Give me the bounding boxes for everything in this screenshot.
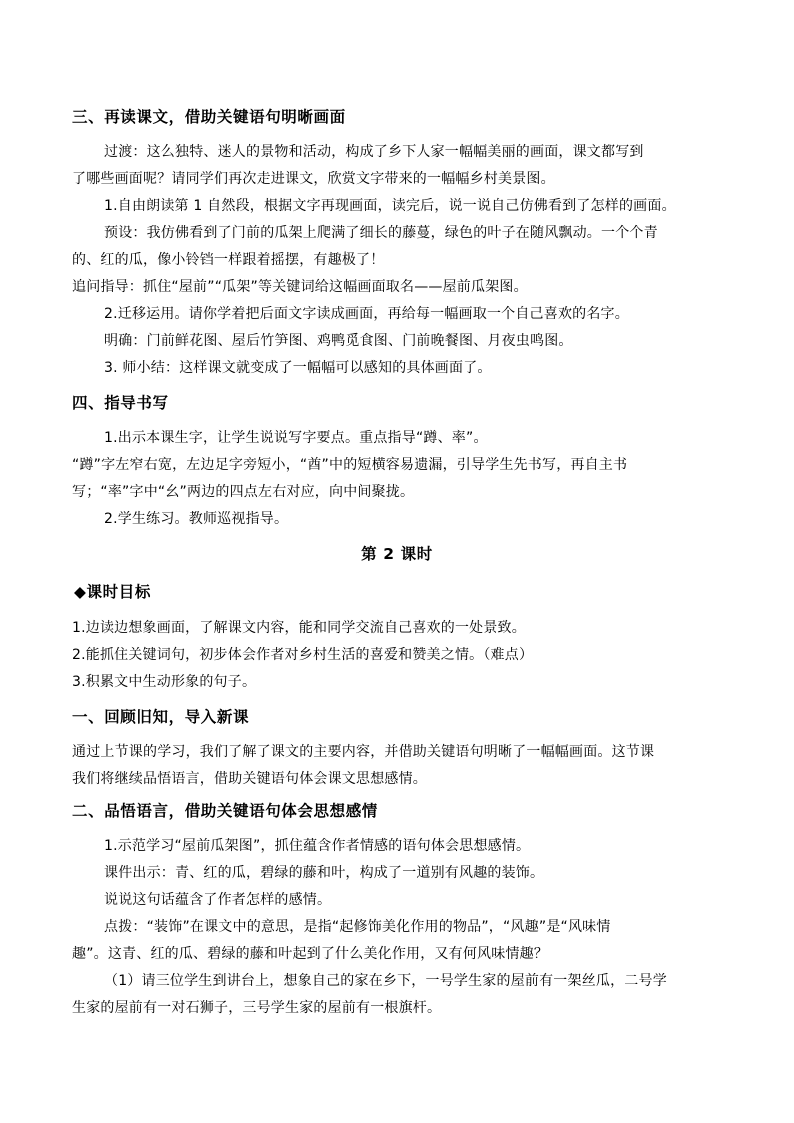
paragraph-line: 课件出示：青、红的瓜，碧绿的藤和叶，构成了一道别有风趣的装饰。 (104, 865, 545, 881)
section-heading: 四、指导书写 (72, 394, 169, 412)
section-heading: 一、回顾旧知，导入新课 (72, 708, 250, 726)
paragraph-line: 我们将继续品悟语言，借助关键语句体会课文思想感情。 (72, 771, 427, 787)
paragraph-line: 写；“率”字中“幺”两边的四点左右对应，向中间聚拢。 (72, 484, 415, 500)
goal-item: 2.能抓住关键词句，初步体会作者对乡村生活的喜爱和赞美之情。（难点） (72, 647, 534, 663)
paragraph-line: 1.示范学习“屋前瓜架图”，抓住蕴含作者情感的语句体会思想感情。 (104, 838, 531, 854)
paragraph-line: “蹲”字左窄右宽，左边足字旁短小，“酋”中的短横容易遗漏，引导学生先书写，再自主书 (72, 457, 628, 473)
paragraph-line: 说说这句话蕴含了作者怎样的感情。 (104, 892, 332, 908)
goal-item: 3.积累文中生动形象的句子。 (72, 674, 257, 690)
section-heading: 三、再读课文，借助关键语句明晰画面 (72, 108, 346, 126)
paragraph-line: 追问指导：抓住“屋前”“瓜架”等关键词给这幅画面取名——屋前瓜架图。 (72, 279, 528, 295)
goals-heading: ◆课时目标 (74, 583, 151, 601)
goal-item: 1.边读边想象画面，了解课文内容，能和同学交流自己喜欢的一处景致。 (72, 620, 526, 636)
paragraph-line: 1.自由朗读第 1 自然段，根据文字再现画面，读完后，说一说自己仿佛看到了怎样的画面。 (104, 198, 676, 214)
paragraph-line: 2.学生练习。教师巡视指导。 (104, 511, 289, 527)
lesson-title: 第 2 课时 (361, 545, 433, 563)
paragraph-line: 预设：我仿佛看到了门前的瓜架上爬满了细长的藤蔓，绿色的叶子在随风飘动。一个个青 (104, 225, 658, 241)
paragraph-line: 生家的屋前有一对石狮子，三号学生家的屋前有一根旗杆。 (72, 1000, 442, 1016)
paragraph-line: （1）请三位学生到讲台上，想象自己的家在乡下，一号学生家的屋前有一架丝瓜，二号学 (104, 973, 667, 989)
paragraph-line: 了哪些画面呢？请同学们再次走进课文，欣赏文字带来的一幅幅乡村美景图。 (72, 171, 555, 187)
paragraph-line: 过渡：这么独特、迷人的景物和活动，构成了乡下人家一幅幅美丽的画面，课文都写到 (104, 144, 644, 160)
paragraph-line: 点拨：“装饰”在课文中的意思，是指“起修饰美化作用的物品”，“风趣”是“风味情 (104, 919, 611, 935)
paragraph-line: 1.出示本课生字，让学生说说写字要点。重点指导“蹲、率”。 (104, 430, 488, 446)
paragraph-line: 明确：门前鲜花图、屋后竹笋图、鸡鸭觅食图、门前晚餐图、月夜虫鸣图。 (104, 333, 573, 349)
paragraph-line: 2.迁移运用。请你学着把后面文字读成画面，再给每一幅画取一个自己喜欢的名字。 (104, 306, 629, 322)
paragraph-line: 的、红的瓜，像小铃铛一样跟着摇摆，有趣极了！ (72, 252, 385, 268)
paragraph-line: 通过上节课的学习，我们了解了课文的主要内容，并借助关键语句明晰了一幅幅画面。这节课 (72, 744, 655, 760)
paragraph-line: 3. 师小结：这样课文就变成了一幅幅可以感知的具体画面了。 (104, 360, 492, 376)
section-heading: 二、品悟语言，借助关键语句体会思想感情 (72, 802, 378, 820)
paragraph-line: 趣”。这青、红的瓜、碧绿的藤和叶起到了什么美化作用，又有何风味情趣？ (72, 946, 549, 962)
